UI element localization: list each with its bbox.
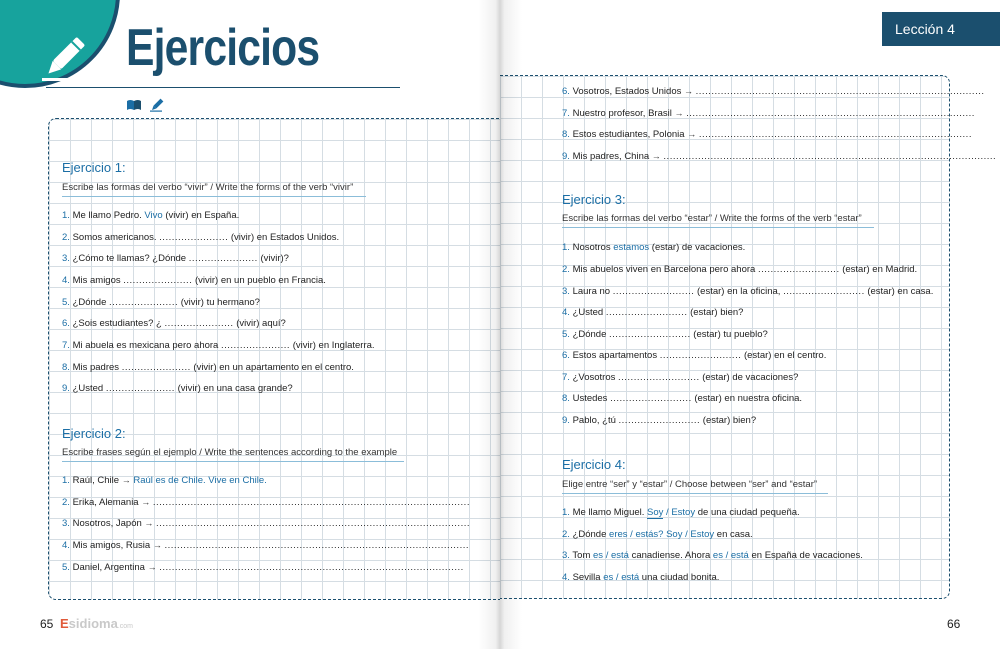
answer-blank[interactable]: .......................... bbox=[609, 329, 691, 340]
answer-blank[interactable]: .......................... bbox=[659, 350, 742, 361]
list-item: 1. Me llamo Miguel. Soy / Estoy de una ciudad pequeña. bbox=[562, 507, 800, 518]
answer-blank[interactable]: ................................................................................................. bbox=[164, 540, 469, 551]
page-title: Ejercicios bbox=[126, 19, 320, 77]
answer-blank[interactable]: ...................... bbox=[121, 362, 191, 373]
answer-blank[interactable]: .......................... bbox=[783, 286, 865, 297]
answer-blank[interactable]: .......................... bbox=[618, 372, 700, 383]
exercise-3-instruction: Escribe las formas del verbo “estar” / Write the forms of the verb “estar” bbox=[562, 213, 874, 228]
list-item: 2. Somos americanos. ...................... (vivir) en Estados Unidos. bbox=[62, 232, 340, 243]
list-item: 1. Nosotros estamos (estar) de vacaciones. bbox=[562, 242, 746, 253]
list-item: 4. Sevilla es / está una ciudad bonita. bbox=[562, 572, 720, 583]
pencil-icon bbox=[150, 98, 164, 112]
answer-blank[interactable]: ............................................................................................ bbox=[686, 108, 975, 119]
lesson-label: Lección 4 bbox=[882, 12, 1000, 46]
answer-blank[interactable]: .......................... bbox=[757, 264, 840, 275]
exercise-1-title: Ejercicio 1: bbox=[62, 160, 126, 175]
option[interactable]: es bbox=[593, 550, 604, 561]
option[interactable]: es bbox=[603, 572, 614, 583]
pencil-icon bbox=[38, 32, 90, 84]
answer-blank[interactable]: ...................... bbox=[123, 275, 193, 286]
list-item: 3. Nosotros, Japón → .................................................................................................... bbox=[62, 518, 470, 529]
list-item: 4. Mis amigos, Rusia → ................................................................................................. bbox=[62, 540, 469, 551]
answer-blank[interactable]: ...................... bbox=[164, 318, 234, 329]
exercise-4-instruction: Elige entre “ser” y “estar” / Choose between “ser” and “estar” bbox=[562, 479, 828, 494]
answer-blank[interactable]: ...................... bbox=[105, 383, 175, 394]
title-icons bbox=[126, 98, 164, 112]
arrow-icon: → bbox=[684, 86, 694, 96]
arrow-icon: → bbox=[687, 129, 697, 139]
answer-blank[interactable]: ..................................................................................................... bbox=[152, 497, 470, 508]
option[interactable]: eres bbox=[609, 529, 628, 540]
brand-logo: Esidioma.com bbox=[60, 616, 133, 631]
exercise-1-instruction: Escribe las formas del verbo “vivir” / Write the forms of the verb “vivir” bbox=[62, 182, 366, 197]
exercise-3-title: Ejercicio 3: bbox=[562, 192, 626, 207]
arrow-icon: → bbox=[651, 151, 661, 161]
answer-blank[interactable]: ................................................................................................. bbox=[159, 562, 464, 573]
arrow-icon: → bbox=[674, 108, 684, 118]
list-item: 9. ¿Usted ...................... (vivir) en una casa grande? bbox=[62, 383, 293, 394]
arrow-icon: → bbox=[152, 540, 162, 550]
list-item: 6. Vosotros, Estados Unidos → ............................................................................................ bbox=[562, 86, 985, 97]
option-selected[interactable]: Soy bbox=[647, 507, 664, 518]
title-divider bbox=[46, 87, 400, 88]
list-item: 3. Laura no .......................... (estar) en la oficina, .......................... (estar) en casa. bbox=[562, 286, 934, 297]
arrow-icon: → bbox=[121, 475, 131, 485]
list-item: 3. ¿Cómo te llamas? ¿Dónde ...................... (vivir)? bbox=[62, 253, 289, 264]
answer-blank[interactable]: ............................................................................................ bbox=[695, 86, 985, 97]
answer-blank[interactable]: ...................... bbox=[188, 253, 258, 264]
option[interactable]: estás bbox=[635, 529, 659, 540]
list-item: 7. Mi abuela es mexicana pero ahora ...................... (vivir) en Inglaterra. bbox=[62, 340, 375, 351]
exercise-4-title: Ejercicio 4: bbox=[562, 457, 626, 472]
list-item: 6. ¿Sois estudiantes? ¿ ...................... (vivir) aquí? bbox=[62, 318, 286, 329]
answer-blank[interactable]: ....................................................................................... bbox=[698, 129, 972, 140]
list-item: 3. Tom es / está canadiense. Ahora es / está en España de vacaciones. bbox=[562, 550, 863, 561]
list-item: 7. ¿Vosotros .......................... (estar) de vacaciones? bbox=[562, 372, 799, 383]
list-item: 9. Mis padres, China → .......................................................................................................... bbox=[562, 151, 997, 162]
list-item: 5. ¿Dónde .......................... (estar) tu pueblo? bbox=[562, 329, 768, 340]
option[interactable]: Estoy bbox=[671, 507, 696, 518]
list-item: 5. ¿Dónde ...................... (vivir) tu hermano? bbox=[62, 297, 260, 308]
answer-blank[interactable]: .......................... bbox=[612, 286, 695, 297]
list-item: 5. Daniel, Argentina → ................................................................................................. bbox=[62, 562, 464, 573]
list-item: 1. Me llamo Pedro. Vivo (vivir) en España. bbox=[62, 210, 240, 221]
list-item: 1. Raúl, Chile → Raúl es de Chile. Vive en Chile. bbox=[62, 475, 267, 486]
list-item: 8. Ustedes .......................... (estar) en nuestra oficina. bbox=[562, 393, 803, 404]
exercise-2-instruction: Escribe frases según el ejemplo / Write the sentences according to the example bbox=[62, 447, 404, 462]
list-item: 4. ¿Usted .......................... (estar) bien? bbox=[562, 307, 744, 318]
list-item: 9. Pablo, ¿tú .......................... (estar) bien? bbox=[562, 415, 757, 426]
list-item: 7. Nuestro profesor, Brasil → ............................................................................................ bbox=[562, 108, 975, 119]
answer-blank[interactable]: ...................... bbox=[159, 232, 229, 243]
page-number-left: 65 bbox=[40, 617, 54, 631]
option[interactable]: está bbox=[621, 572, 640, 583]
list-item: 4. Mis amigos ...................... (vivir) en un pueblo en Francia. bbox=[62, 275, 326, 286]
answer-blank[interactable]: .......................... bbox=[618, 415, 701, 426]
option[interactable]: está bbox=[610, 550, 629, 561]
right-page bbox=[500, 0, 1000, 649]
list-item: 2. Erika, Alemania → ..................................................................................................... bbox=[62, 497, 470, 508]
answer-blank[interactable]: ...................... bbox=[109, 297, 179, 308]
option[interactable]: Estoy bbox=[690, 529, 715, 540]
arrow-icon: → bbox=[144, 518, 154, 528]
list-item: 8. Mis padres ...................... (vivir) en un apartamento en el centro. bbox=[62, 362, 354, 373]
page-number-right: 66 bbox=[947, 617, 961, 631]
arrow-icon: → bbox=[141, 497, 151, 507]
option[interactable]: es / está bbox=[712, 550, 749, 561]
answer-blank[interactable]: .......................... bbox=[605, 307, 688, 318]
exercise-2-title: Ejercicio 2: bbox=[62, 426, 126, 441]
list-item: 2. ¿Dónde eres / estás? Soy / Estoy en casa. bbox=[562, 529, 753, 540]
answer-blank[interactable]: .................................................................................................... bbox=[156, 518, 470, 529]
list-item: 2. Mis abuelos viven en Barcelona pero ahora .......................... (estar) en Madrid. bbox=[562, 264, 918, 275]
list-item: 8. Estos estudiantes, Polonia → ....................................................................................... bbox=[562, 129, 972, 140]
book-icon bbox=[126, 99, 142, 111]
list-item: 6. Estos apartamentos .......................... (estar) en el centro. bbox=[562, 350, 827, 361]
arrow-icon: → bbox=[147, 562, 157, 572]
answer-blank[interactable]: .......................................................................................................... bbox=[663, 151, 997, 162]
answer-blank[interactable]: .......................... bbox=[610, 393, 692, 404]
answer-blank[interactable]: ...................... bbox=[220, 340, 291, 351]
